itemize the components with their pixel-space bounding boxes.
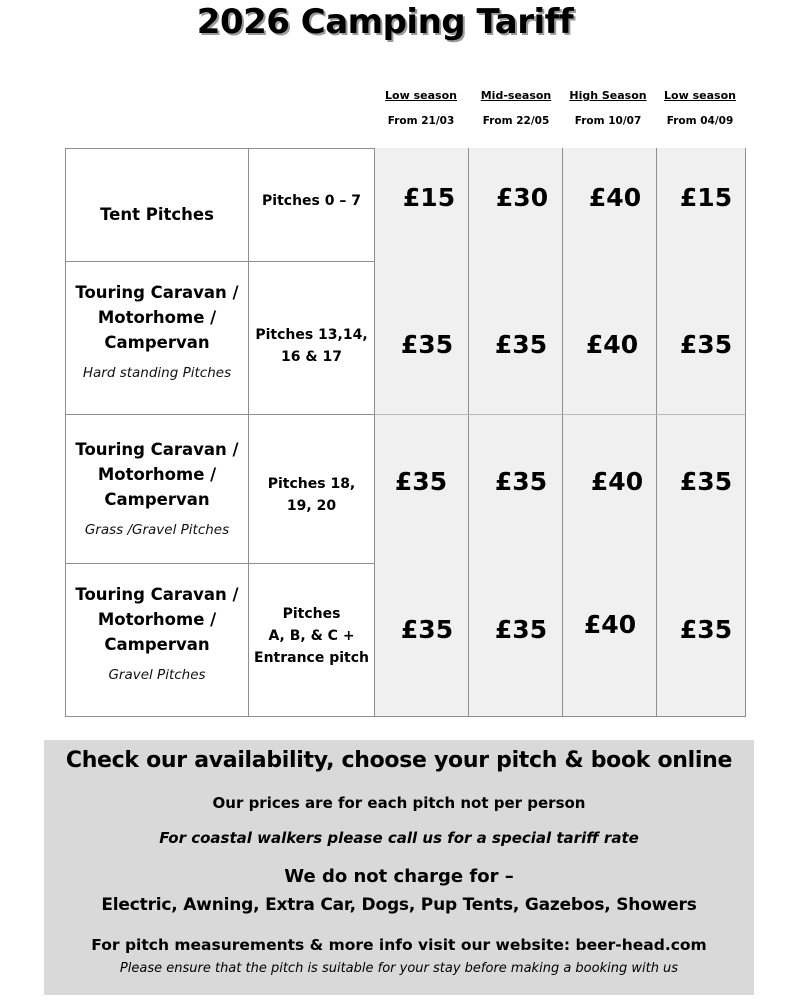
price-cell: £35 xyxy=(494,330,548,359)
season-start-date: From 22/05 xyxy=(482,115,550,127)
season-header-mid xyxy=(469,88,563,127)
price-cell: £35 xyxy=(394,467,448,496)
page-title: 2026 Camping Tariff xyxy=(196,2,574,42)
price-cell: £15 xyxy=(402,183,456,212)
pitch-type-name-line: Motorhome / xyxy=(97,465,217,484)
price-cell: £35 xyxy=(679,615,733,644)
coastal-walkers-note: For coastal walkers please call us for a special tariff rate xyxy=(159,829,639,847)
pitch-numbers-cell: Pitches A, B, & C + Entrance pitch xyxy=(254,605,369,666)
season-header-low xyxy=(374,88,468,127)
season-header-high xyxy=(561,88,655,127)
price-cell: £30 xyxy=(495,183,549,212)
pitch-type-name-line: Motorhome / xyxy=(97,308,217,327)
price-cell: £40 xyxy=(590,467,644,496)
price-cell: £35 xyxy=(679,467,733,496)
price-cell: £35 xyxy=(494,615,548,644)
table-border xyxy=(375,414,745,415)
price-cell: £40 xyxy=(588,183,642,212)
season-name: Low season xyxy=(385,89,457,102)
pitch-type-name-line: Motorhome / xyxy=(97,610,217,629)
pitch-type-name-line: Campervan xyxy=(104,490,210,509)
pitch-type-name-line: Touring Caravan / xyxy=(75,585,239,604)
price-cell: £15 xyxy=(679,183,733,212)
price-cell: £35 xyxy=(494,467,548,496)
season-name: Mid-season xyxy=(480,89,552,102)
pitch-surface-note: Grass /Gravel Pitches xyxy=(84,522,230,538)
table-row-type-cell xyxy=(66,270,248,414)
season-start-date: From 04/09 xyxy=(666,115,734,127)
pitch-type-name-line: Campervan xyxy=(104,635,210,654)
website-note: For pitch measurements & more info visit our website: beer-head.com xyxy=(91,936,707,954)
pitch-numbers-cell: Pitches 0 – 7 xyxy=(262,192,361,209)
season-name: Low season xyxy=(664,89,736,102)
table-border xyxy=(374,148,375,717)
season-start-date: From 10/07 xyxy=(574,115,642,127)
season-name: High Season xyxy=(569,89,647,102)
pitch-numbers-cell: Pitches 18, 19, 20 xyxy=(267,476,356,514)
per-pitch-note: Our prices are for each pitch not per person xyxy=(212,794,586,812)
pitch-type-name-line: Touring Caravan / xyxy=(75,440,239,459)
price-cell: £40 xyxy=(585,330,639,359)
table-row-type-cell xyxy=(66,425,248,563)
season-header-low-late xyxy=(653,88,747,127)
price-cell: £35 xyxy=(400,330,454,359)
pitch-numbers-cell: Pitches 13,14, 16 & 17 xyxy=(255,327,368,365)
table-border xyxy=(65,716,746,717)
table-row-type-cell xyxy=(66,149,248,261)
booking-headline: Check our availability, choose your pitch & book online xyxy=(65,748,733,773)
pitch-surface-note: Gravel Pitches xyxy=(108,667,206,683)
pitch-type-name-line: Campervan xyxy=(104,333,210,352)
no-charge-heading: We do not charge for – xyxy=(284,866,514,887)
table-row-type-cell xyxy=(66,572,248,716)
no-charge-items: Electric, Awning, Extra Car, Dogs, Pup Tents, Gazebos, Showers xyxy=(101,895,697,915)
price-cell: £35 xyxy=(400,615,454,644)
info-box xyxy=(44,740,754,995)
pitch-type-name: Tent Pitches xyxy=(100,204,214,224)
pitch-type-name-line: Touring Caravan / xyxy=(75,283,239,302)
price-cell: £40 xyxy=(583,610,637,639)
suitability-disclaimer: Please ensure that the pitch is suitable for your stay before making a booking with us xyxy=(119,961,679,976)
price-cell: £35 xyxy=(679,330,733,359)
pitch-surface-note: Hard standing Pitches xyxy=(82,365,232,381)
season-start-date: From 21/03 xyxy=(387,115,455,127)
